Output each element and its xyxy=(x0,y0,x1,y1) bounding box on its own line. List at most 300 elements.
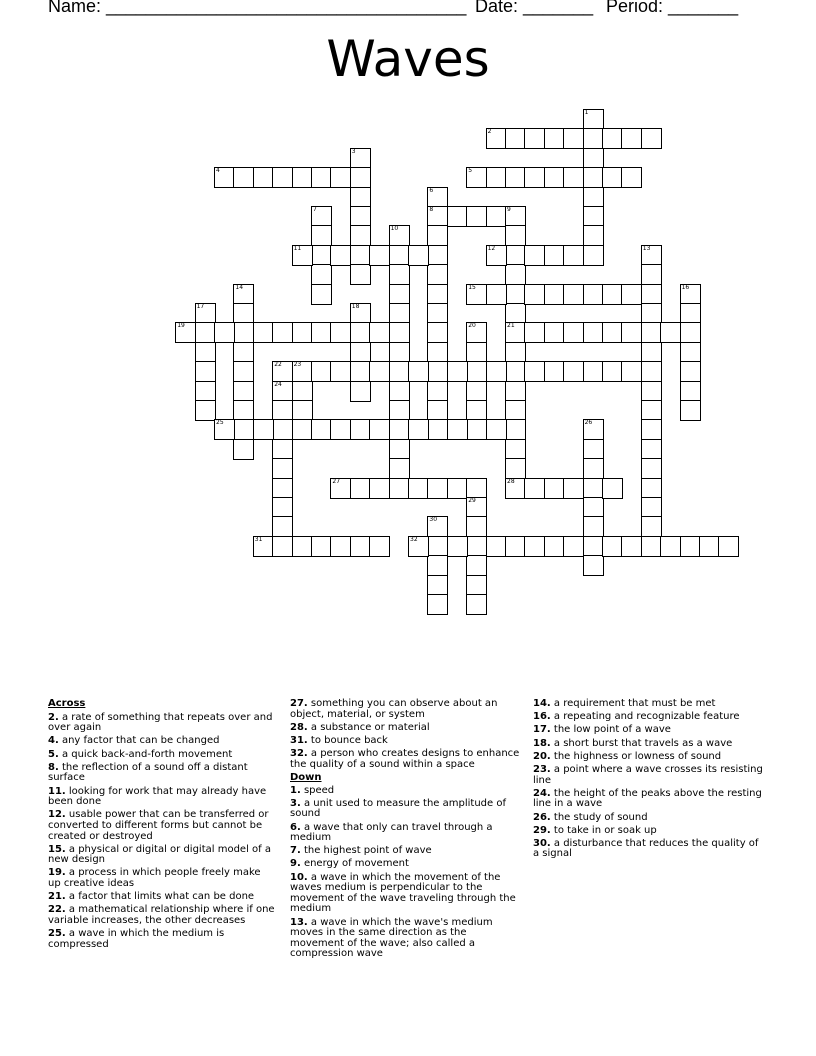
grid-cell[interactable] xyxy=(233,381,254,402)
grid-cell[interactable] xyxy=(524,361,545,382)
grid-cell[interactable] xyxy=(427,206,448,227)
grid-cell[interactable] xyxy=(524,128,545,149)
grid-cell[interactable] xyxy=(544,478,565,499)
grid-cell[interactable] xyxy=(563,322,584,343)
grid-cell[interactable] xyxy=(466,536,487,557)
grid-cell[interactable] xyxy=(311,225,332,246)
grid-cell[interactable] xyxy=(641,478,662,499)
clue-item-number: 16. xyxy=(533,711,551,723)
grid-cell[interactable] xyxy=(505,322,526,343)
grid-cell[interactable] xyxy=(408,478,429,499)
grid-cell[interactable] xyxy=(505,206,526,227)
grid-cell[interactable] xyxy=(680,381,701,402)
grid-cell[interactable] xyxy=(389,303,410,324)
grid-cell[interactable] xyxy=(544,284,565,305)
grid-cell[interactable] xyxy=(680,361,701,382)
grid-cell[interactable] xyxy=(427,400,448,421)
grid-cell[interactable] xyxy=(214,322,235,343)
grid-cell[interactable] xyxy=(389,342,410,363)
grid-cell[interactable] xyxy=(524,478,545,499)
grid-cell[interactable] xyxy=(311,536,332,557)
grid-cell[interactable] xyxy=(427,284,448,305)
grid-cell[interactable] xyxy=(641,322,662,343)
grid-cell[interactable] xyxy=(195,342,216,363)
grid-cell[interactable] xyxy=(641,497,662,518)
grid-cell[interactable] xyxy=(427,381,448,402)
grid-cell[interactable] xyxy=(350,419,371,440)
clue-item-number: 1. xyxy=(290,784,301,796)
grid-cell[interactable] xyxy=(583,478,604,499)
grid-cell[interactable] xyxy=(641,381,662,402)
grid-cell[interactable] xyxy=(486,536,507,557)
clue-item xyxy=(533,752,765,763)
grid-cell[interactable] xyxy=(272,439,293,460)
grid-cell[interactable] xyxy=(427,361,448,382)
grid-cell[interactable] xyxy=(369,419,390,440)
clue-item-text: the height of the peaks above the resting line in a wave xyxy=(533,787,762,810)
grid-cell[interactable] xyxy=(583,167,604,188)
grid-cell[interactable] xyxy=(680,400,701,421)
clue-number: 10 xyxy=(390,225,399,233)
grid-cell[interactable] xyxy=(292,322,313,343)
grid-cell[interactable] xyxy=(369,322,390,343)
grid-cell[interactable] xyxy=(466,594,487,615)
grid-cell[interactable] xyxy=(427,322,448,343)
grid-cell[interactable] xyxy=(389,264,410,285)
grid-cell[interactable] xyxy=(175,322,196,343)
grid-cell[interactable] xyxy=(350,303,371,324)
grid-cell[interactable] xyxy=(563,245,584,266)
grid-cell[interactable] xyxy=(292,361,313,382)
grid-cell[interactable] xyxy=(583,284,604,305)
grid-cell[interactable] xyxy=(466,478,487,499)
grid-cell[interactable] xyxy=(253,536,274,557)
grid-cell[interactable] xyxy=(408,245,429,266)
grid-cell[interactable] xyxy=(583,187,604,208)
grid-cell[interactable] xyxy=(292,245,313,266)
grid-cell[interactable] xyxy=(621,167,642,188)
clues-column-3 xyxy=(533,699,765,863)
grid-cell[interactable] xyxy=(466,206,487,227)
grid-cell[interactable] xyxy=(350,167,371,188)
grid-cell[interactable] xyxy=(621,284,642,305)
grid-cell[interactable] xyxy=(292,381,313,402)
grid-cell[interactable] xyxy=(699,536,720,557)
grid-cell[interactable] xyxy=(389,458,410,479)
grid-cell[interactable] xyxy=(602,284,623,305)
grid-cell[interactable] xyxy=(253,322,274,343)
grid-cell[interactable] xyxy=(389,322,410,343)
grid-cell[interactable] xyxy=(466,497,487,518)
clue-item-text: a repeating and recognizable feature xyxy=(550,711,740,723)
grid-cell[interactable] xyxy=(427,342,448,363)
grid-cell[interactable] xyxy=(350,381,371,402)
grid-cell[interactable] xyxy=(427,575,448,596)
grid-cell[interactable] xyxy=(427,555,448,576)
grid-cell[interactable] xyxy=(214,419,235,440)
clue-item xyxy=(290,859,522,870)
grid-cell[interactable] xyxy=(427,303,448,324)
grid-cell[interactable] xyxy=(466,400,487,421)
clue-item-number: 19. xyxy=(48,867,66,879)
grid-cell[interactable] xyxy=(311,206,332,227)
grid-cell[interactable] xyxy=(544,167,565,188)
grid-cell[interactable] xyxy=(718,536,739,557)
grid-cell[interactable] xyxy=(233,322,254,343)
grid-cell[interactable] xyxy=(544,361,565,382)
grid-cell[interactable] xyxy=(389,478,410,499)
clue-item-number: 11. xyxy=(48,785,66,797)
grid-cell[interactable] xyxy=(524,536,545,557)
grid-cell[interactable] xyxy=(641,342,662,363)
grid-cell[interactable] xyxy=(427,478,448,499)
clue-item-text: a disturbance that reduces the quality of a signal xyxy=(533,837,759,860)
grid-cell[interactable] xyxy=(486,284,507,305)
grid-cell[interactable] xyxy=(602,361,623,382)
grid-cell[interactable] xyxy=(505,536,526,557)
grid-cell[interactable] xyxy=(350,264,371,285)
grid-cell[interactable] xyxy=(272,167,293,188)
grid-cell[interactable] xyxy=(408,419,429,440)
grid-cell[interactable] xyxy=(641,284,662,305)
grid-cell[interactable] xyxy=(350,245,371,266)
grid-cell[interactable] xyxy=(505,458,526,479)
grid-cell[interactable] xyxy=(311,264,332,285)
grid-cell[interactable] xyxy=(233,167,254,188)
grid-cell[interactable] xyxy=(350,536,371,557)
grid-cell[interactable] xyxy=(466,516,487,537)
grid-cell[interactable] xyxy=(505,303,526,324)
grid-cell[interactable] xyxy=(641,516,662,537)
clue-number: 23 xyxy=(293,361,302,369)
grid-cell[interactable] xyxy=(311,419,332,440)
clue-item-text: a short burst that travels as a wave xyxy=(550,737,733,749)
grid-cell[interactable] xyxy=(350,478,371,499)
grid-cell[interactable] xyxy=(505,342,526,363)
grid-cell[interactable] xyxy=(330,536,351,557)
grid-cell[interactable] xyxy=(583,109,604,130)
grid-cell[interactable] xyxy=(641,536,662,557)
grid-cell[interactable] xyxy=(389,419,410,440)
grid-cell[interactable] xyxy=(505,419,526,440)
grid-cell[interactable] xyxy=(389,284,410,305)
grid-cell[interactable] xyxy=(563,478,584,499)
grid-cell[interactable] xyxy=(233,284,254,305)
grid-cell[interactable] xyxy=(330,322,351,343)
grid-cell[interactable] xyxy=(272,478,293,499)
grid-cell[interactable] xyxy=(621,536,642,557)
grid-cell[interactable] xyxy=(466,322,487,343)
grid-cell[interactable] xyxy=(350,187,371,208)
grid-cell[interactable] xyxy=(524,245,545,266)
grid-cell[interactable] xyxy=(602,128,623,149)
grid-cell[interactable] xyxy=(583,555,604,576)
grid-cell[interactable] xyxy=(369,536,390,557)
clue-number: 28 xyxy=(507,477,515,485)
grid-cell[interactable] xyxy=(272,322,293,343)
grid-cell[interactable] xyxy=(466,419,487,440)
clue-item xyxy=(533,712,765,723)
grid-cell[interactable] xyxy=(195,381,216,402)
grid-cell[interactable] xyxy=(389,361,410,382)
grid-cell[interactable] xyxy=(408,361,429,382)
grid-cell[interactable] xyxy=(583,128,604,149)
grid-cell[interactable] xyxy=(524,322,545,343)
grid-cell[interactable] xyxy=(427,536,448,557)
clue-item-number: 2. xyxy=(48,711,59,723)
grid-cell[interactable] xyxy=(563,284,584,305)
grid-cell[interactable] xyxy=(350,206,371,227)
grid-cell[interactable] xyxy=(466,361,487,382)
grid-cell[interactable] xyxy=(486,361,507,382)
grid-cell[interactable] xyxy=(272,381,293,402)
grid-cell[interactable] xyxy=(583,245,604,266)
clue-item xyxy=(290,799,522,820)
grid-cell[interactable] xyxy=(602,478,623,499)
grid-cell[interactable] xyxy=(563,536,584,557)
grid-cell[interactable] xyxy=(641,128,662,149)
grid-cell[interactable] xyxy=(350,361,371,382)
clue-item-number: 18. xyxy=(533,737,551,749)
grid-cell[interactable] xyxy=(350,225,371,246)
grid-cell[interactable] xyxy=(680,536,701,557)
grid-cell[interactable] xyxy=(292,536,313,557)
grid-cell[interactable] xyxy=(233,439,254,460)
grid-cell[interactable] xyxy=(427,516,448,537)
grid-cell[interactable] xyxy=(389,225,410,246)
grid-cell[interactable] xyxy=(505,225,526,246)
grid-cell[interactable] xyxy=(544,536,565,557)
grid-cell[interactable] xyxy=(292,400,313,421)
grid-cell[interactable] xyxy=(195,322,216,343)
grid-cell[interactable] xyxy=(447,206,468,227)
grid-cell[interactable] xyxy=(292,167,313,188)
grid-cell[interactable] xyxy=(660,536,681,557)
grid-cell[interactable] xyxy=(641,303,662,324)
grid-cell[interactable] xyxy=(427,419,448,440)
grid-cell[interactable] xyxy=(563,128,584,149)
grid-cell[interactable] xyxy=(408,536,429,557)
grid-cell[interactable] xyxy=(583,497,604,518)
grid-cell[interactable] xyxy=(427,187,448,208)
grid-cell[interactable] xyxy=(233,400,254,421)
grid-cell[interactable] xyxy=(660,322,681,343)
grid-cell[interactable] xyxy=(427,225,448,246)
clue-item xyxy=(48,868,276,889)
grid-cell[interactable] xyxy=(544,128,565,149)
grid-cell[interactable] xyxy=(253,419,274,440)
clue-item-text: a substance or material xyxy=(307,721,430,733)
clue-number: 11 xyxy=(293,244,302,252)
clue-item xyxy=(533,839,765,860)
grid-cell[interactable] xyxy=(466,555,487,576)
grid-cell[interactable] xyxy=(272,419,293,440)
grid-cell[interactable] xyxy=(350,342,371,363)
name-field[interactable]: Name: ____________________________________ xyxy=(48,0,467,16)
grid-cell[interactable] xyxy=(253,167,274,188)
grid-cell[interactable] xyxy=(311,361,332,382)
grid-cell[interactable] xyxy=(447,419,468,440)
grid-cell[interactable] xyxy=(466,284,487,305)
grid-cell[interactable] xyxy=(621,128,642,149)
grid-cell[interactable] xyxy=(505,128,526,149)
grid-cell[interactable] xyxy=(272,361,293,382)
grid-cell[interactable] xyxy=(330,419,351,440)
clue-number: 7 xyxy=(313,206,317,213)
grid-cell[interactable] xyxy=(486,167,507,188)
grid-cell[interactable] xyxy=(311,322,332,343)
date-field[interactable]: Date: _______ xyxy=(475,0,594,16)
clue-item-number: 28. xyxy=(290,721,308,733)
grid-cell[interactable] xyxy=(330,245,351,266)
grid-cell[interactable] xyxy=(292,419,313,440)
grid-cell[interactable] xyxy=(602,167,623,188)
clue-number: 25 xyxy=(216,419,224,427)
grid-cell[interactable] xyxy=(583,439,604,460)
clue-item-number: 12. xyxy=(48,809,66,821)
grid-cell[interactable] xyxy=(583,322,604,343)
grid-cell[interactable] xyxy=(233,361,254,382)
grid-cell[interactable] xyxy=(272,536,293,557)
grid-cell[interactable] xyxy=(486,419,507,440)
grid-cell[interactable] xyxy=(641,439,662,460)
grid-cell[interactable] xyxy=(505,167,526,188)
grid-cell[interactable] xyxy=(680,284,701,305)
grid-cell[interactable] xyxy=(621,322,642,343)
grid-cell[interactable] xyxy=(330,361,351,382)
grid-cell[interactable] xyxy=(641,264,662,285)
grid-cell[interactable] xyxy=(427,264,448,285)
grid-cell[interactable] xyxy=(195,400,216,421)
grid-cell[interactable] xyxy=(447,361,468,382)
grid-cell[interactable] xyxy=(330,167,351,188)
grid-cell[interactable] xyxy=(272,516,293,537)
grid-cell[interactable] xyxy=(389,381,410,402)
grid-cell[interactable] xyxy=(641,458,662,479)
grid-cell[interactable] xyxy=(641,419,662,440)
grid-cell[interactable] xyxy=(680,322,701,343)
grid-cell[interactable] xyxy=(641,400,662,421)
clue-item xyxy=(290,749,522,770)
grid-cell[interactable] xyxy=(583,536,604,557)
grid-cell[interactable] xyxy=(505,478,526,499)
clue-item xyxy=(290,846,522,857)
grid-cell[interactable] xyxy=(505,400,526,421)
grid-cell[interactable] xyxy=(583,458,604,479)
grid-cell[interactable] xyxy=(389,400,410,421)
grid-cell[interactable] xyxy=(486,206,507,227)
grid-cell[interactable] xyxy=(195,303,216,324)
grid-cell[interactable] xyxy=(505,264,526,285)
grid-cell[interactable] xyxy=(466,575,487,596)
clue-number: 21 xyxy=(507,322,515,330)
grid-cell[interactable] xyxy=(505,245,526,266)
clue-item-number: 23. xyxy=(533,763,551,775)
grid-cell[interactable] xyxy=(544,245,565,266)
clue-item-text: a wave in which the wave's medium moves in the same direction as the movement of the wave; also called a compression wave xyxy=(290,916,493,960)
clue-item-text: a wave that only can travel through a medium xyxy=(290,821,493,844)
grid-cell[interactable] xyxy=(486,245,507,266)
grid-cell[interactable] xyxy=(466,381,487,402)
grid-cell[interactable] xyxy=(524,167,545,188)
grid-cell[interactable] xyxy=(195,361,216,382)
grid-cell[interactable] xyxy=(680,303,701,324)
grid-cell[interactable] xyxy=(602,322,623,343)
grid-cell[interactable] xyxy=(583,516,604,537)
grid-cell[interactable] xyxy=(272,458,293,479)
down-heading: Down xyxy=(290,771,322,783)
clue-number: 26 xyxy=(584,419,593,427)
grid-cell[interactable] xyxy=(233,303,254,324)
grid-cell[interactable] xyxy=(447,478,468,499)
clue-item xyxy=(290,736,522,747)
grid-cell[interactable] xyxy=(311,245,332,266)
grid-cell[interactable] xyxy=(233,342,254,363)
grid-cell[interactable] xyxy=(641,245,662,266)
grid-cell[interactable] xyxy=(486,128,507,149)
clue-item-text: something you can observe about an object, material, or system xyxy=(290,698,498,720)
grid-cell[interactable] xyxy=(272,497,293,518)
grid-cell[interactable] xyxy=(369,245,390,266)
grid-cell[interactable] xyxy=(621,361,642,382)
grid-cell[interactable] xyxy=(369,478,390,499)
grid-cell[interactable] xyxy=(233,419,254,440)
grid-cell[interactable] xyxy=(427,594,448,615)
clue-number: 9 xyxy=(507,206,511,213)
grid-cell[interactable] xyxy=(350,322,371,343)
grid-cell[interactable] xyxy=(350,148,371,169)
grid-cell[interactable] xyxy=(466,342,487,363)
grid-cell[interactable] xyxy=(447,536,468,557)
grid-cell[interactable] xyxy=(272,400,293,421)
grid-cell[interactable] xyxy=(602,536,623,557)
grid-cell[interactable] xyxy=(389,439,410,460)
grid-cell[interactable] xyxy=(466,167,487,188)
grid-cell[interactable] xyxy=(680,342,701,363)
grid-cell[interactable] xyxy=(214,167,235,188)
grid-cell[interactable] xyxy=(583,148,604,169)
grid-cell[interactable] xyxy=(563,167,584,188)
grid-cell[interactable] xyxy=(311,284,332,305)
grid-cell[interactable] xyxy=(369,361,390,382)
grid-cell[interactable] xyxy=(563,361,584,382)
grid-cell[interactable] xyxy=(583,225,604,246)
grid-cell[interactable] xyxy=(505,361,526,382)
grid-cell[interactable] xyxy=(311,167,332,188)
clue-number: 30 xyxy=(429,516,438,524)
grid-cell[interactable] xyxy=(505,284,526,305)
grid-cell[interactable] xyxy=(583,361,604,382)
grid-cell[interactable] xyxy=(427,245,448,266)
clue-number: 12 xyxy=(487,244,496,252)
grid-cell[interactable] xyxy=(544,322,565,343)
grid-cell[interactable] xyxy=(583,419,604,440)
period-field[interactable]: Period: _______ xyxy=(606,0,739,16)
grid-cell[interactable] xyxy=(330,478,351,499)
clue-number: 1 xyxy=(584,109,589,116)
grid-cell[interactable] xyxy=(505,439,526,460)
clue-number: 18 xyxy=(351,303,360,310)
grid-cell[interactable] xyxy=(524,284,545,305)
clue-item-text: the low point of a wave xyxy=(550,724,671,736)
clue-item-text: usable power that can be transferred or converted to different forms but cannot be created or destroyed xyxy=(48,809,269,842)
grid-cell[interactable] xyxy=(505,381,526,402)
clue-item-text: a person who creates designs to enhance the quality of a sound within a space xyxy=(290,748,520,770)
across-heading: Across xyxy=(48,698,86,709)
grid-cell[interactable] xyxy=(583,206,604,227)
grid-cell[interactable] xyxy=(641,361,662,382)
grid-cell[interactable] xyxy=(389,245,410,266)
